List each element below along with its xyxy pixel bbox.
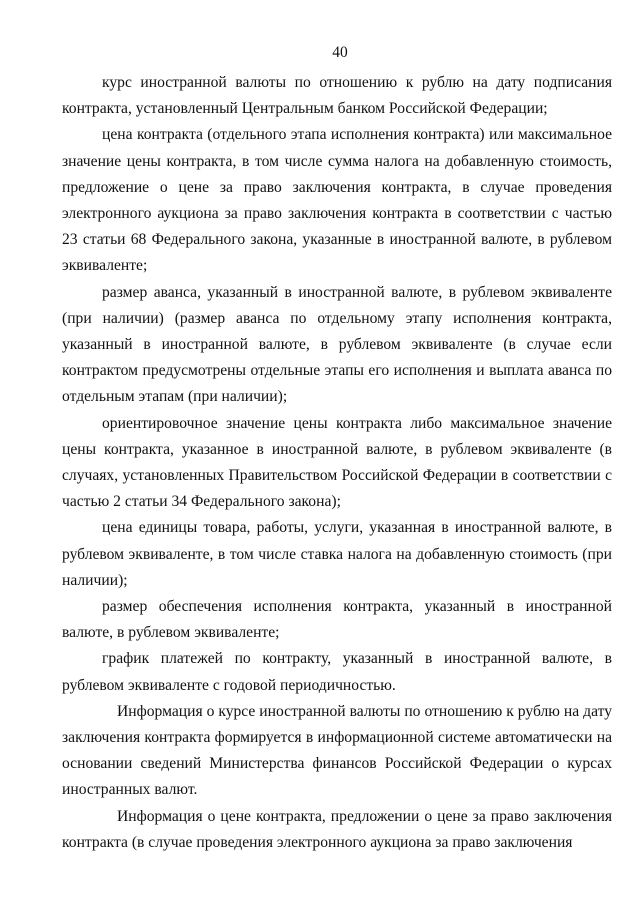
paragraph-unit-price: цена единицы товара, работы, услуги, указанная в иностранной валюте, в рублевом эквиваленте, в том числе ставка налога на добавленную стоимость (при наличии); xyxy=(62,519,612,589)
paragraph-contract-price: цена контракта (отдельного этапа исполнения контракта) или максимальное значение цены контракта, в том числе сумма налога на добавленную стоимость, предложение о цене за право заключения контракта, в случае проведения электронного аукциона за право заключения контракта в соответствии с частью 23 статьи 68 Федерального закона, указанные в иностранной валюте, в рублевом эквиваленте; xyxy=(62,126,612,275)
paragraph-exchange-rate: курс иностранной валюты по отношению к рублю на дату подписания контракта, установленный Центральным банком Российской Федерации; xyxy=(62,74,612,118)
paragraph-price-info: Информация о цене контракта, предложении о цене за право заключения контракта (в случае проведения электронного аукциона за право заключения xyxy=(62,807,612,851)
page-number: 40 xyxy=(332,44,348,61)
paragraph-payment-schedule: график платежей по контракту, указанный в иностранной валюте, в рублевом эквиваленте с годовой периодичностью. xyxy=(62,650,612,694)
paragraph-advance-size: размер аванса, указанный в иностранной валюте, в рублевом эквиваленте (при наличии) (размер аванса по отдельному этапу исполнения контракта, указанный в иностранной валюте, в рублевом эквиваленте (в случае если контрактом предусмотрены отдельные этапы его исполнения и выплата аванса по отдельным этапам (при наличии); xyxy=(62,283,612,406)
paragraph-exchange-info: Информация о курсе иностранной валюты по отношению к рублю на дату заключения контракта формируется в информационной системе автоматически на основании сведений Министерства финансов Российской Федерации о курсах иностранных валют. xyxy=(62,702,612,799)
paragraph-performance-security: размер обеспечения исполнения контракта, указанный в иностранной валюте, в рублевом эквиваленте; xyxy=(62,598,612,642)
paragraph-estimated-price: ориентировочное значение цены контракта либо максимальное значение цены контракта, указанное в иностранной валюте, в рублевом эквиваленте (в случаях, установленных Правительством Российской Федерации в соответствии с частью 2 статьи 34 Федерального закона); xyxy=(62,414,612,511)
document-body xyxy=(62,70,612,856)
